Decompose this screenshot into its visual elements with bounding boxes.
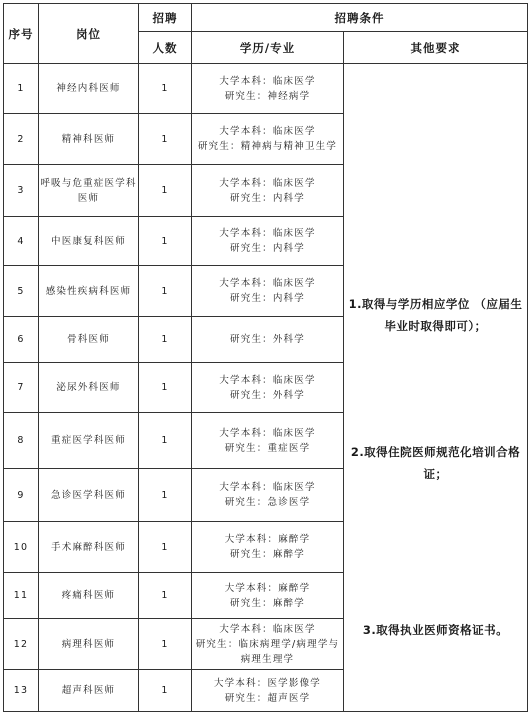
education-line: 研究生：临床病理学/病理学与病理生理学 — [195, 638, 340, 665]
recruit-count: 1 — [139, 317, 192, 363]
education-line: 大学本科：临床医学 — [219, 427, 316, 439]
education-line: 大学本科：临床医学 — [219, 623, 316, 635]
education-line: 研究生：重症医学 — [224, 442, 311, 454]
education-line: 大学本科：麻醉学 — [224, 534, 311, 545]
row-number: 9 — [4, 469, 39, 522]
row-number: 4 — [4, 217, 39, 266]
row-number: 11 — [4, 573, 39, 619]
position-name: 感染性疾病科医师 — [39, 266, 139, 317]
header-education: 学历/专业 — [192, 32, 344, 64]
education-line: 研究生：超声医学 — [224, 692, 311, 704]
education-line: 研究生：麻醉学 — [230, 549, 305, 560]
header-other: 其他要求 — [344, 32, 528, 64]
position-name: 呼吸与危重症医学科医师 — [39, 165, 139, 217]
recruit-count: 1 — [139, 413, 192, 469]
education-line: 研究生：外科学 — [230, 334, 305, 345]
row-number: 5 — [4, 266, 39, 317]
row-number: 2 — [4, 114, 39, 165]
recruit-count: 1 — [139, 363, 192, 413]
education-line: 研究生：麻醉学 — [230, 597, 305, 609]
row-number: 3 — [4, 165, 39, 217]
education-cell — [192, 114, 344, 165]
position-name: 病理科医师 — [39, 619, 139, 670]
other-requirements-cell — [344, 64, 528, 712]
position-name: 超声科医师 — [39, 670, 139, 712]
header-count-line1: 招聘 — [139, 4, 192, 32]
education-cell — [192, 363, 344, 413]
recruit-count: 1 — [139, 165, 192, 217]
row-number: 1 — [4, 64, 39, 114]
recruit-count: 1 — [139, 619, 192, 670]
position-name: 中医康复科医师 — [39, 217, 139, 266]
position-name: 手术麻醉科医师 — [39, 522, 139, 573]
education-line: 研究生：内科学 — [230, 243, 305, 254]
education-line: 大学本科：医学影像学 — [213, 677, 321, 689]
education-cell — [192, 64, 344, 114]
education-line: 大学本科：临床医学 — [219, 75, 316, 87]
row-number: 8 — [4, 413, 39, 469]
education-cell — [192, 619, 344, 670]
header-position: 岗位 — [39, 4, 139, 64]
recruit-count: 1 — [139, 522, 192, 573]
recruit-count: 1 — [139, 469, 192, 522]
header-count-line2: 人数 — [139, 32, 192, 64]
education-line: 大学本科：临床医学 — [219, 228, 316, 239]
row-number: 13 — [4, 670, 39, 712]
position-name: 疼痛科医师 — [39, 573, 139, 619]
position-name: 神经内科医师 — [39, 64, 139, 114]
recruit-count: 1 — [139, 114, 192, 165]
education-line: 研究生：内科学 — [230, 192, 305, 204]
requirement-3: 3.取得执业医师资格证书。 — [362, 622, 509, 637]
row-number: 12 — [4, 619, 39, 670]
education-line: 大学本科：麻醉学 — [224, 582, 311, 594]
header-seq: 序号 — [4, 4, 39, 64]
education-cell — [192, 317, 344, 363]
header-conditions: 招聘条件 — [192, 4, 528, 32]
recruit-count: 1 — [139, 266, 192, 317]
education-line: 大学本科：临床医学 — [219, 374, 316, 386]
recruit-count: 1 — [139, 573, 192, 619]
requirement-1: 1.取得与学历相应学位 （应届生毕业时取得即可）； — [348, 296, 523, 333]
position-name: 急诊医学科医师 — [39, 469, 139, 522]
education-line: 大学本科：临床医学 — [219, 126, 316, 137]
education-cell — [192, 413, 344, 469]
education-line: 大学本科：临床医学 — [219, 278, 316, 289]
education-cell — [192, 522, 344, 573]
position-name: 重症医学科医师 — [39, 413, 139, 469]
row-number: 6 — [4, 317, 39, 363]
education-line: 研究生：精神病与精神卫生学 — [197, 141, 338, 152]
recruitment-table — [3, 3, 528, 712]
requirement-2: 2.取得住院医师规范化培训合格证； — [350, 444, 521, 481]
education-cell — [192, 469, 344, 522]
recruit-count: 1 — [139, 64, 192, 114]
education-line: 研究生：内科学 — [230, 293, 305, 304]
education-line: 大学本科：临床医学 — [219, 177, 316, 189]
position-name: 泌尿外科医师 — [39, 363, 139, 413]
education-line: 研究生：急诊医学 — [224, 497, 311, 508]
education-line: 研究生：外科学 — [230, 389, 305, 401]
education-cell — [192, 670, 344, 712]
row-number: 7 — [4, 363, 39, 413]
education-cell — [192, 217, 344, 266]
education-cell — [192, 573, 344, 619]
position-name: 骨科医师 — [39, 317, 139, 363]
position-name: 精神科医师 — [39, 114, 139, 165]
recruit-count: 1 — [139, 670, 192, 712]
table-row — [4, 64, 528, 114]
row-number: 10 — [4, 522, 39, 573]
education-line: 研究生：神经病学 — [224, 90, 311, 102]
recruit-count: 1 — [139, 217, 192, 266]
education-cell — [192, 266, 344, 317]
education-line: 大学本科：临床医学 — [219, 482, 316, 493]
education-cell — [192, 165, 344, 217]
